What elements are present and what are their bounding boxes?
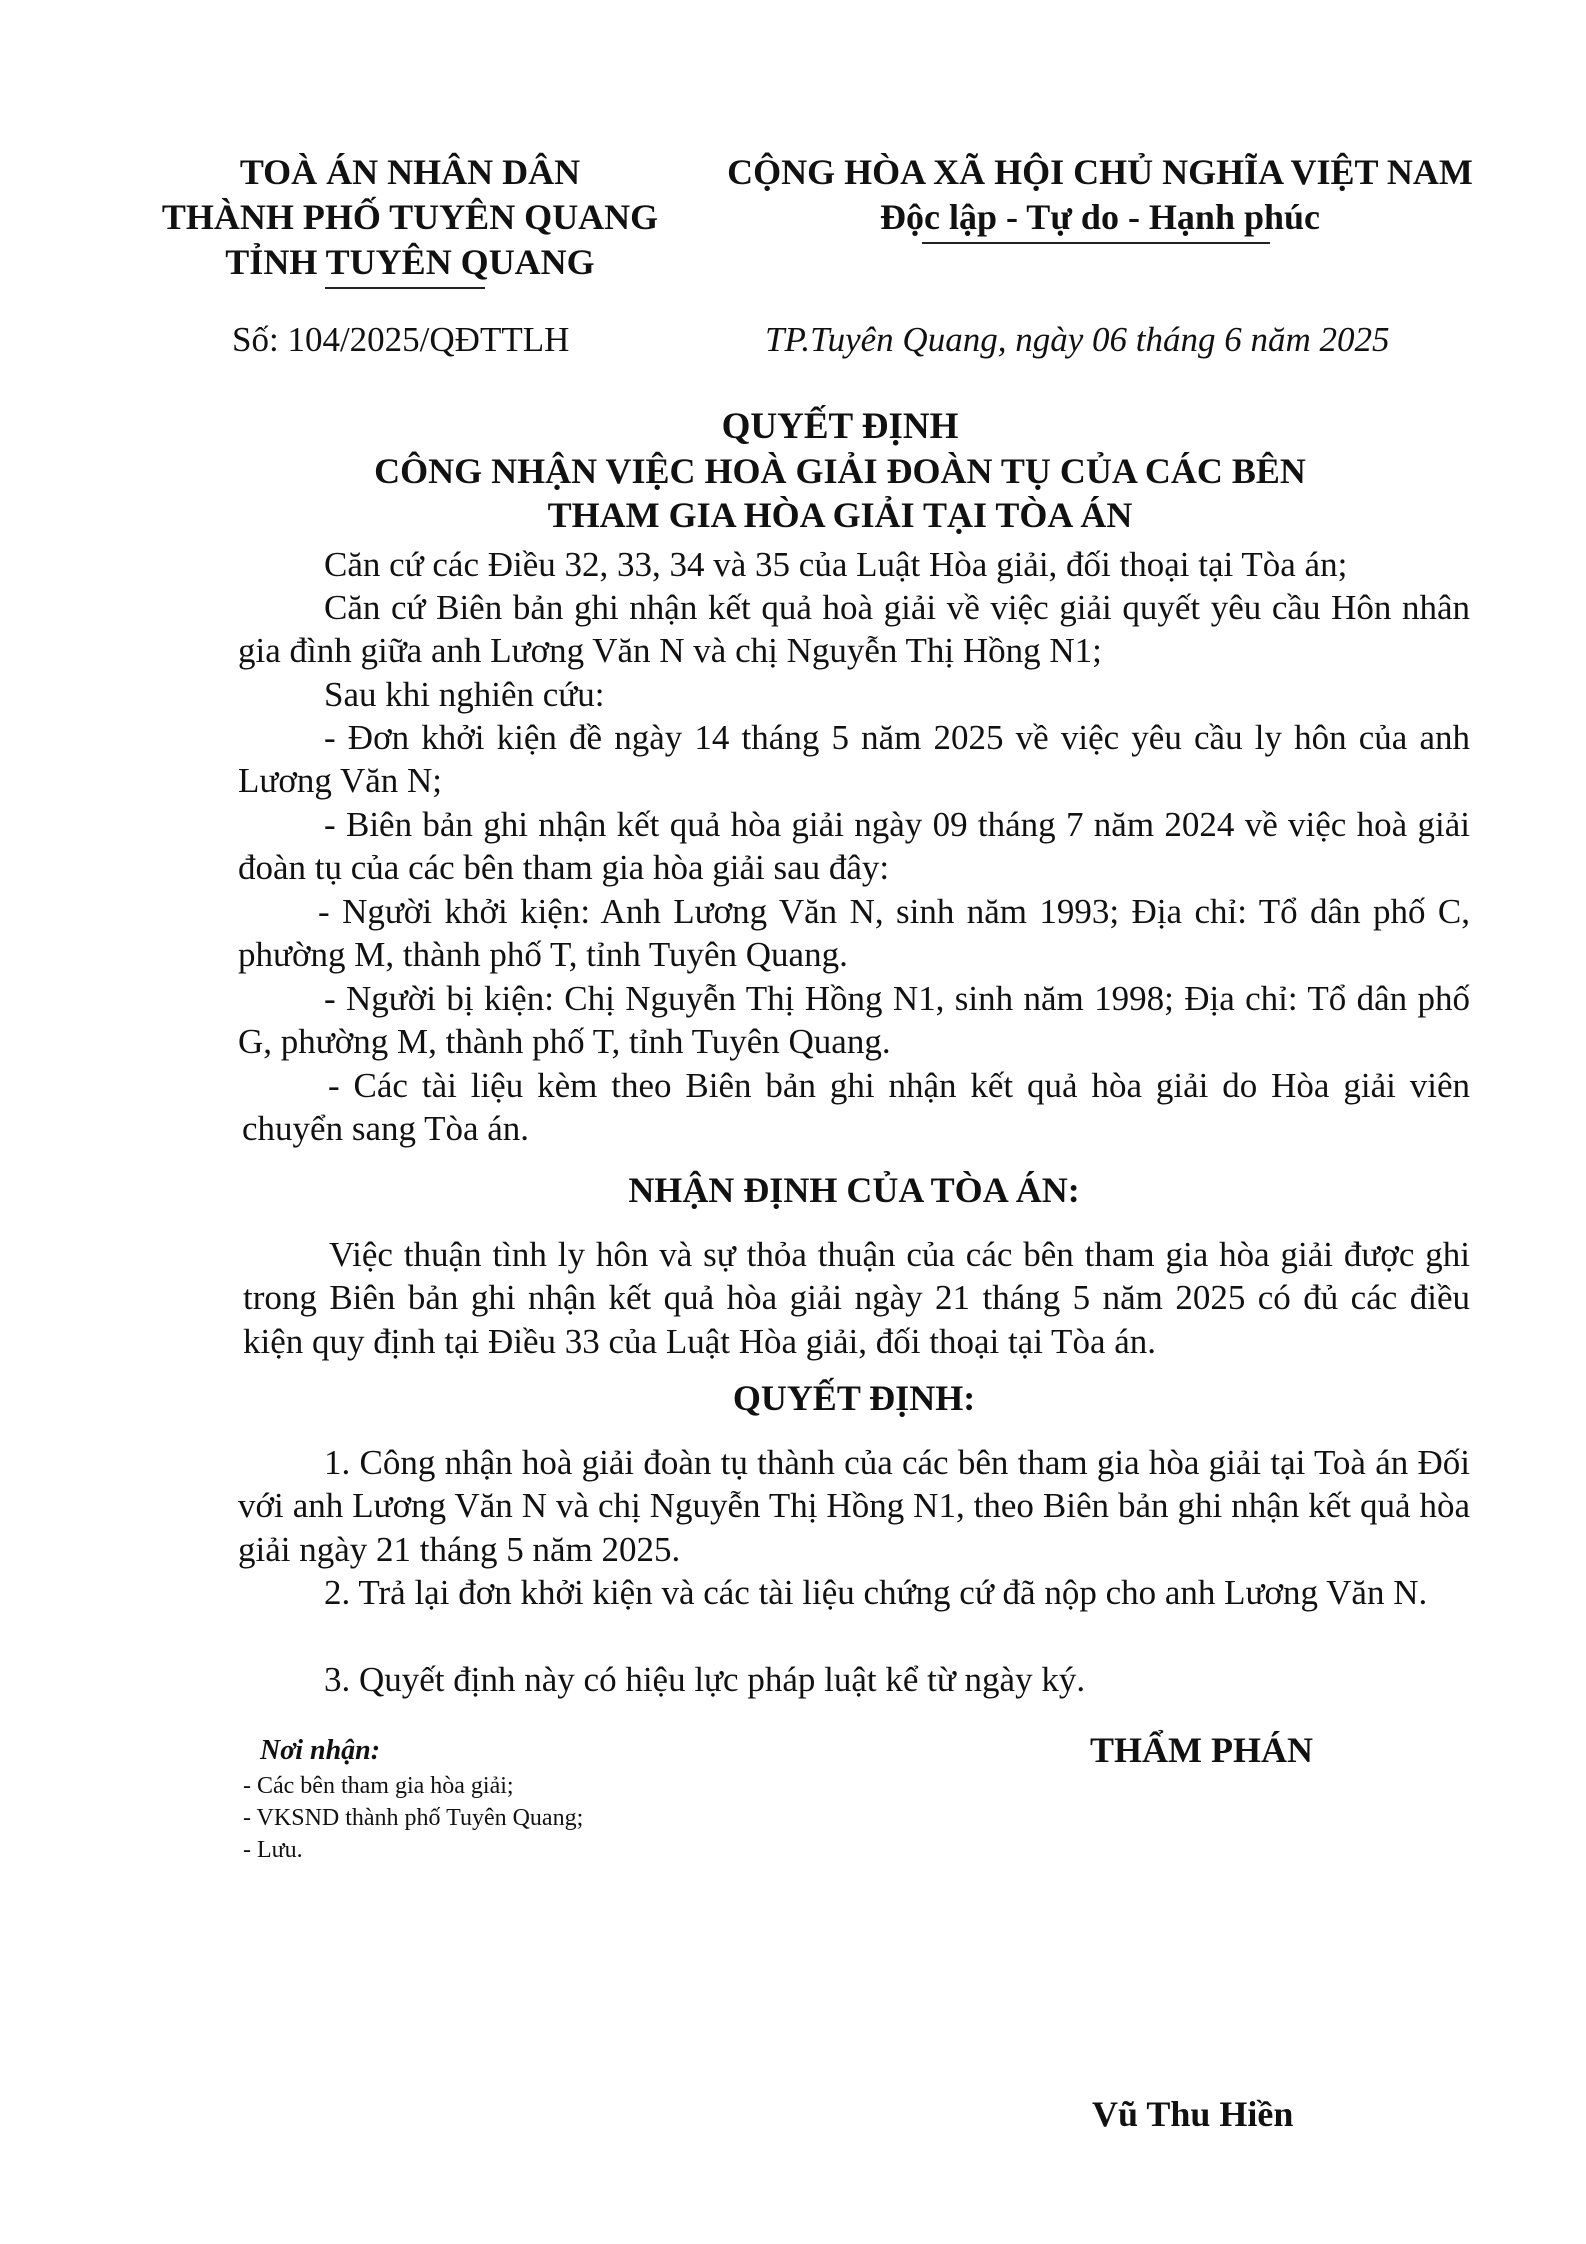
recipient-item: - VKSND thành phố Tuyên Quang; (243, 1805, 584, 1831)
document-title (240, 405, 1440, 537)
preamble-paragraph: Căn cứ Biên bản ghi nhận kết quả hoà giải về việc giải quyết yêu cầu Hôn nhân gia đình giữa anh Lương Văn N và chị Nguyễn Thị Hồng N1; (238, 588, 1470, 671)
court-line-2: THÀNH PHỐ TUYÊN QUANG (161, 197, 659, 237)
judge-name: Vũ Thu Hiền (1092, 2094, 1294, 2134)
recipient-item: - Các bên tham gia hòa giải; (243, 1773, 514, 1799)
preamble-paragraph: - Người bị kiện: Chị Nguyễn Thị Hồng N1, sinh năm 1998; Địa chỉ: Tổ dân phố G, phường M, thành phố T, tỉnh Tuyên Quang. (238, 979, 1470, 1062)
preamble-paragraph: - Đơn khởi kiện đề ngày 14 tháng 5 năm 2025 về việc yêu cầu ly hôn của anh Lương Văn N; (238, 718, 1470, 801)
national-header-block (720, 150, 1480, 240)
assessment-heading: NHẬN ĐỊNH CỦA TÒA ÁN: (628, 1170, 1080, 1210)
nation-line: CỘNG HÒA XÃ HỘI CHỦ NGHĨA VIỆT NAM (727, 152, 1473, 192)
preamble-paragraph: - Các tài liệu kèm theo Biên bản ghi nhận kết quả hòa giải do Hòa giải viên chuyển sang Tòa án. (242, 1066, 1470, 1149)
preamble-paragraph: - Biên bản ghi nhận kết quả hòa giải ngày 09 tháng 7 năm 2024 về việc hoà giải đoàn tụ của các bên tham gia hòa giải sau đây: (238, 805, 1470, 888)
decision-item: 1. Công nhận hoà giải đoàn tụ thành của các bên tham gia hòa giải tại Toà án Đối với anh Lương Văn N và chị Nguyễn Thị Hồng N1, theo Biên bản ghi nhận kết quả hòa giải ngày 21 tháng 5 năm 2025. (238, 1443, 1470, 1569)
preamble-paragraph: Sau khi nghiên cứu: (324, 675, 605, 714)
decision-item: 2. Trả lại đơn khởi kiện và các tài liệu chứng cứ đã nộp cho anh Lương Văn N. (324, 1573, 1428, 1612)
place-date: TP.Tuyên Quang, ngày 06 tháng 6 năm 2025 (765, 320, 1390, 359)
court-name-block (160, 150, 660, 285)
decision-heading: QUYẾT ĐỊNH: (732, 1378, 976, 1418)
recipients-list (243, 1770, 583, 1866)
court-line-1: TOÀ ÁN NHÂN DÂN (239, 152, 581, 192)
document-number: Số: 104/2025/QĐTTLH (232, 320, 570, 359)
decision-item: 3. Quyết định này có hiệu lực pháp luật kể từ ngày ký. (324, 1660, 1086, 1699)
motto-line: Độc lập - Tự do - Hạnh phúc (879, 197, 1321, 237)
recipients-title: Nơi nhận: (260, 1735, 381, 1766)
assessment-paragraph: Việc thuận tình ly hôn và sự thỏa thuận của các bên tham gia hòa giải được ghi trong Biên bản ghi nhận kết quả hòa giải ngày 21 tháng 5 năm 2025 có đủ các điều kiện quy định tại Điều 33 của Luật Hòa giải, đối thoại tại Tòa án. (243, 1235, 1470, 1361)
title-line-2: CÔNG NHẬN VIỆC HOÀ GIẢI ĐOÀN TỤ CỦA CÁC BÊN (374, 451, 1306, 491)
preamble-paragraph: - Người khởi kiện: Anh Lương Văn N, sinh năm 1993; Địa chỉ: Tổ dân phố C, phường M, thành phố T, tỉnh Tuyên Quang. (238, 892, 1470, 975)
motto-underline (922, 242, 1270, 244)
preamble-paragraph: Căn cứ các Điều 32, 33, 34 và 35 của Luật Hòa giải, đối thoại tại Tòa án; (324, 545, 1348, 584)
court-underline (325, 287, 485, 289)
recipient-item: - Lưu. (243, 1837, 303, 1863)
title-line-1: QUYẾT ĐỊNH (721, 406, 959, 447)
title-line-3: THAM GIA HÒA GIẢI TẠI TÒA ÁN (547, 495, 1133, 535)
judge-title: THẨM PHÁN (1090, 1730, 1313, 1770)
court-line-3: TỈNH TUYÊN QUANG (225, 242, 595, 282)
